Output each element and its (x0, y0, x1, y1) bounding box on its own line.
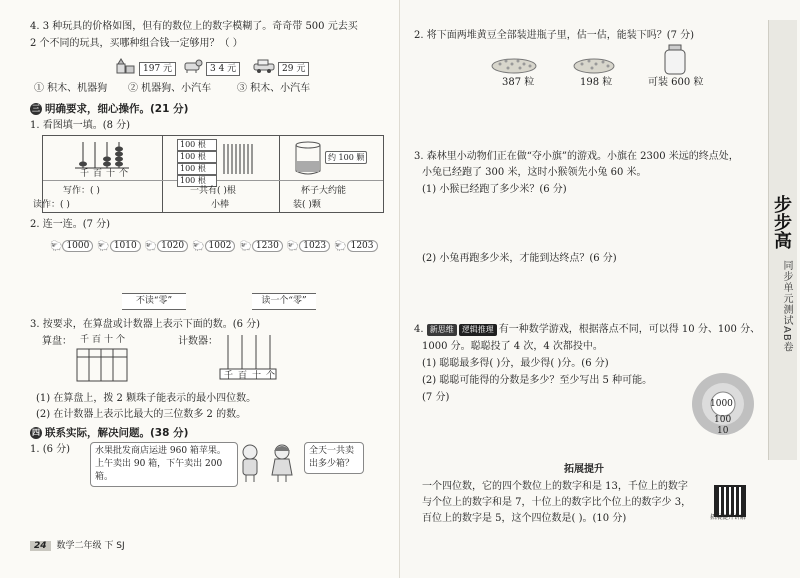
page-number: 24 (30, 541, 51, 551)
loose-sticks-icon (221, 142, 257, 180)
bean-pile-2-icon (572, 52, 616, 78)
q1-sticks-text1: 一共有( )根 (190, 186, 236, 196)
r-q3-sub1: (1) 小猴已经跑了多少米？(6 分) (422, 184, 567, 195)
q4-line2: 2 个不同的玩具，买哪种组合钱一定够用？（ ） (30, 38, 243, 49)
number-cards-row (50, 238, 380, 254)
r-q4-score: (7 分) (422, 392, 450, 403)
rule-no-zero-read: 不读“零” (122, 293, 186, 310)
r-q4-sub2: (2) 聪聪可能得的分数是多少？至少写出 5 种可能。 (422, 375, 653, 386)
q3-title: 3. 按要求，在算盘或计数器上表示下面的数。(6 分) (30, 319, 261, 330)
q3-sub1: (1) 在算盘上，拨 2 颗珠子能表示的最小四位数。 (36, 393, 257, 404)
r-q4-sub1: (1) 聪聪最多得( )分，最少得( )分。(6 分) (422, 358, 609, 369)
q3-sub2: (2) 在计数器上表示比最大的三位数多 2 的数。 (36, 409, 247, 420)
q4-option-1: ① 积木、机器狗 (34, 83, 108, 94)
q1-title: 1. 看图填一填。(8 分) (30, 120, 131, 131)
tag-new-thinking: 新思维 (427, 324, 457, 336)
bean-pile-2-label: 198 粒 (580, 77, 613, 88)
sheep-icon: 🐑 (144, 240, 158, 252)
sheep-icon: 🐑 (334, 240, 347, 252)
q1-write-label: 写作：( ) (63, 186, 100, 196)
q1-table (33, 135, 384, 213)
q4-line1: 4. 3 种玩具的价格如图，但有的数位上的数字模糊了。奇奇带 500 元去买 (30, 21, 358, 32)
sheep-icon: 🐑 (192, 240, 205, 252)
ext-line1: 一个四位数，它的四个数位上的数字和是 13，千位上的数字 (422, 481, 688, 492)
p1-title: 1. (6 分) (30, 444, 71, 455)
q1-cup-text1: 杯子大约能 (301, 186, 347, 196)
number-card-1: 🐑 1000 (50, 238, 93, 254)
q1-sticks-text2: 小棒 (211, 200, 230, 210)
right-page (400, 0, 800, 578)
number-card-4: 🐑 1002 (192, 238, 235, 254)
price-car: 29 元 (278, 62, 309, 76)
toy-car-icon (252, 58, 276, 74)
stick-bundle-2: 100 根 (177, 151, 217, 163)
q4-option-3: ③ 积木、小汽车 (237, 83, 311, 94)
abacus-title: 算盘： (42, 336, 72, 347)
q1-read-label: 读作：( ) (33, 200, 70, 210)
p1-bubble-facts: 水果批发商店运进 960 箱苹果。上午卖出 90 箱，下午卖出 200 箱。 (90, 442, 238, 487)
rule-read-one-zero: 读一个“零” (252, 293, 316, 310)
section-3-heading (30, 101, 188, 116)
sheep-icon: 🐑 (286, 240, 300, 252)
toy-blocks-icon (115, 58, 137, 74)
jar-label: 可装 600 粒 (648, 77, 704, 88)
number-card-6: 🐑 1023 (287, 238, 330, 254)
number-card-7: 🐑 1203 (334, 238, 377, 254)
r-q3-sub2: (2) 小兔再跑多少米，才能到达终点？(6 分) (422, 253, 617, 264)
section-4-badge: 四 (32, 427, 40, 437)
number-card-5: 🐑 1230 (239, 238, 282, 254)
r-q2-line: 2. 将下面两堆黄豆全部装进瓶子里，估一估，能装下吗？(7 分) (414, 30, 695, 41)
ring-10-label: 10 (717, 426, 729, 436)
page-footer (30, 538, 125, 551)
price-blocks: 197 元 (139, 62, 176, 76)
cup-of-beans-icon (293, 141, 323, 181)
toy-robot-dog-icon (182, 58, 204, 74)
book-title: 数学二年级 下 SJ (56, 541, 125, 551)
sheep-icon: 🐑 (97, 240, 110, 252)
boy-character-icon (236, 443, 264, 487)
qr-code-icon[interactable] (714, 485, 746, 517)
q2-title: 2. 连一连。(7 分) (30, 219, 111, 230)
r-q4-line1: 4. 新思维 逻辑推理 有一种数学游戏，根据落点不同，可以得 10 分、100 分、 (414, 324, 761, 335)
ext-line3: 百位上的数字是 5，这个四位数是( )。(10 分) (422, 513, 627, 524)
price-robot-dog: 3 4 元 (206, 62, 240, 76)
section-4-title: 联系实际，解决问题。(38 分) (45, 427, 189, 439)
bean-pile-1-icon (490, 52, 538, 78)
tag-logic: 逻辑推理 (459, 324, 497, 336)
q1-cup-text2: 装( )颗 (293, 200, 321, 210)
stick-bundles (177, 139, 217, 187)
abacus-place-labels: 千百十个 (80, 169, 133, 179)
r-q4-line2: 1000 分。聪聪投了 4 次，4 次都投中。 (422, 341, 603, 352)
sheep-icon: 🐑 (239, 240, 252, 252)
sheep-icon: 🐑 (50, 240, 63, 252)
qr-label: 拓展提升讲解 (710, 514, 747, 521)
counter-title: 计数器： (178, 336, 218, 347)
p1-bubble-question: 全天一共卖出多少箱？ (304, 442, 364, 474)
q4-option-2: ② 机器狗、小汽车 (128, 83, 212, 94)
brand-logo: 步步高 (771, 195, 792, 249)
number-card-2: 🐑 1010 (97, 238, 140, 254)
ext-line2: 与个位上的数字和是 7，十位上的数字比个位上的数字少 3， (422, 497, 692, 508)
ring-100-label: 100 (714, 415, 732, 425)
ring-1000-label: 1000 (710, 399, 733, 409)
girl-character-icon (268, 443, 296, 487)
counter-place-labels: 千百十个 (224, 371, 281, 381)
r-q3-line2: 小兔已经跑了 300 米，这时小猴领先小兔 60 米。 (422, 167, 647, 178)
sidebar-text: 同步单元测试AB卷 (781, 260, 792, 353)
section-3-badge: 三 (32, 103, 40, 113)
stick-bundle-3: 100 根 (177, 163, 217, 175)
bean-pile-1-label: 387 粒 (502, 77, 535, 88)
r-q3-line1: 3. 森林里小动物们正在做“夺小旗”的游戏。小旗在 2300 米远的终点处， (414, 151, 739, 162)
jar-icon (662, 44, 688, 80)
number-card-3: 🐑 1020 (145, 238, 188, 254)
abacus-place-labels-q3: 千百十个 (80, 335, 129, 345)
extension-title: 拓展提升 (564, 464, 604, 475)
cup-label: 约 100 颗 (325, 151, 367, 164)
section-4-heading (30, 425, 188, 440)
stick-bundle-1: 100 根 (177, 139, 217, 151)
section-3-title: 明确要求，细心操作。(21 分) (45, 103, 189, 115)
stick-bundle-4: 100 根 (177, 175, 217, 187)
